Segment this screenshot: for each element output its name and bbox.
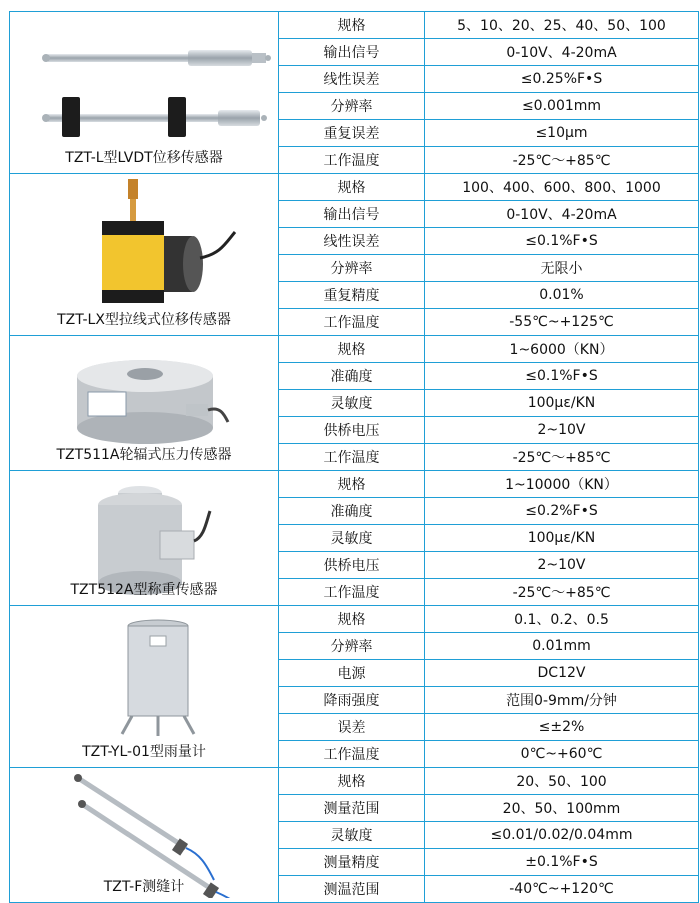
product-cell <box>10 174 279 336</box>
spec-label: 线性误差 <box>279 66 425 93</box>
spec-label: 规格 <box>279 471 425 498</box>
spec-value: -25℃～+85℃ <box>425 579 699 606</box>
product-cell <box>10 12 279 174</box>
spec-value: 100με/KN <box>425 525 699 552</box>
spec-label: 灵敏度 <box>279 390 425 417</box>
product-name: TZT-LX型拉线式位移传感器 <box>57 312 231 328</box>
spec-label: 准确度 <box>279 363 425 390</box>
product-name: TZT512A型称重传感器 <box>70 582 218 598</box>
spec-label: 分辨率 <box>279 93 425 120</box>
spec-value: 范围0-9mm/分钟 <box>425 687 699 714</box>
spec-table-body <box>10 12 699 903</box>
spec-value: ≤0.25%F•S <box>425 66 699 93</box>
spec-label: 线性误差 <box>279 228 425 255</box>
spec-label: 供桥电压 <box>279 417 425 444</box>
spec-label: 重复误差 <box>279 120 425 147</box>
spec-row <box>10 768 699 795</box>
spec-value: ≤0.2%F•S <box>425 498 699 525</box>
spec-value: ≤0.001mm <box>425 93 699 120</box>
spec-label: 工作温度 <box>279 309 425 336</box>
spec-value: 20、50、100 <box>425 768 699 795</box>
spec-label: 输出信号 <box>279 201 425 228</box>
spec-value: ≤0.01/0.02/0.04mm <box>425 822 699 849</box>
spec-value: 1~10000（KN） <box>425 471 699 498</box>
spec-label: 准确度 <box>279 498 425 525</box>
spec-label: 电源 <box>279 660 425 687</box>
spec-value: ≤0.1%F•S <box>425 228 699 255</box>
spec-value: -40℃~+120℃ <box>425 876 699 903</box>
spec-label: 误差 <box>279 714 425 741</box>
spec-label: 灵敏度 <box>279 525 425 552</box>
spec-value: 2~10V <box>425 552 699 579</box>
spec-label: 测温范围 <box>279 876 425 903</box>
spec-label: 工作温度 <box>279 579 425 606</box>
spec-label: 分辨率 <box>279 255 425 282</box>
product-cell <box>10 606 279 768</box>
spec-value: 1~6000（KN） <box>425 336 699 363</box>
spec-value: 5、10、20、25、40、50、100 <box>425 12 699 39</box>
spec-value: ±0.1%F•S <box>425 849 699 876</box>
spec-value: 100με/KN <box>425 390 699 417</box>
spec-value: ≤±2% <box>425 714 699 741</box>
spec-label: 规格 <box>279 336 425 363</box>
spec-label: 工作温度 <box>279 741 425 768</box>
spec-value: ≤0.1%F•S <box>425 363 699 390</box>
spec-value: ≤10μm <box>425 120 699 147</box>
spec-value: -25℃～+85℃ <box>425 147 699 174</box>
spec-label: 重复精度 <box>279 282 425 309</box>
spec-label: 降雨强度 <box>279 687 425 714</box>
product-name: TZT-L型LVDT位移传感器 <box>65 150 223 166</box>
draw-wire-sensor-photo <box>10 174 279 330</box>
spec-label: 规格 <box>279 12 425 39</box>
spec-value: 0.01% <box>425 282 699 309</box>
product-cell <box>10 768 279 903</box>
spec-label: 分辨率 <box>279 633 425 660</box>
spec-value: 0.1、0.2、0.5 <box>425 606 699 633</box>
spec-label: 规格 <box>279 174 425 201</box>
product-cell <box>10 471 279 606</box>
spec-label: 规格 <box>279 768 425 795</box>
spec-label: 工作温度 <box>279 147 425 174</box>
spec-label: 测量范围 <box>279 795 425 822</box>
spec-row <box>10 471 699 498</box>
product-name: TZT-F测缝计 <box>103 879 185 895</box>
spec-label: 测量精度 <box>279 849 425 876</box>
spec-value: 0-10V、4-20mA <box>425 201 699 228</box>
spec-row <box>10 336 699 363</box>
spec-label: 灵敏度 <box>279 822 425 849</box>
spec-value: DC12V <box>425 660 699 687</box>
spec-label: 输出信号 <box>279 39 425 66</box>
spec-row <box>10 12 699 39</box>
spec-label: 规格 <box>279 606 425 633</box>
product-cell <box>10 336 279 471</box>
lvdt-rods-photo <box>10 12 279 168</box>
spec-value: -55℃~+125℃ <box>425 309 699 336</box>
spec-value: 2~10V <box>425 417 699 444</box>
spec-value: 20、50、100mm <box>425 795 699 822</box>
spec-row <box>10 606 699 633</box>
spec-value: 0℃~+60℃ <box>425 741 699 768</box>
rain-gauge-photo <box>10 606 279 762</box>
product-name: TZT511A轮辐式压力传感器 <box>56 447 232 463</box>
spec-value: 无限小 <box>425 255 699 282</box>
spec-value: 100、400、600、800、1000 <box>425 174 699 201</box>
spec-value: 0.01mm <box>425 633 699 660</box>
spec-label: 供桥电压 <box>279 552 425 579</box>
product-spec-table <box>9 11 699 903</box>
spec-value: 0-10V、4-20mA <box>425 39 699 66</box>
spec-label: 工作温度 <box>279 444 425 471</box>
spec-row <box>10 174 699 201</box>
product-name: TZT-YL-01型雨量计 <box>82 744 206 760</box>
spec-value: -25℃～+85℃ <box>425 444 699 471</box>
